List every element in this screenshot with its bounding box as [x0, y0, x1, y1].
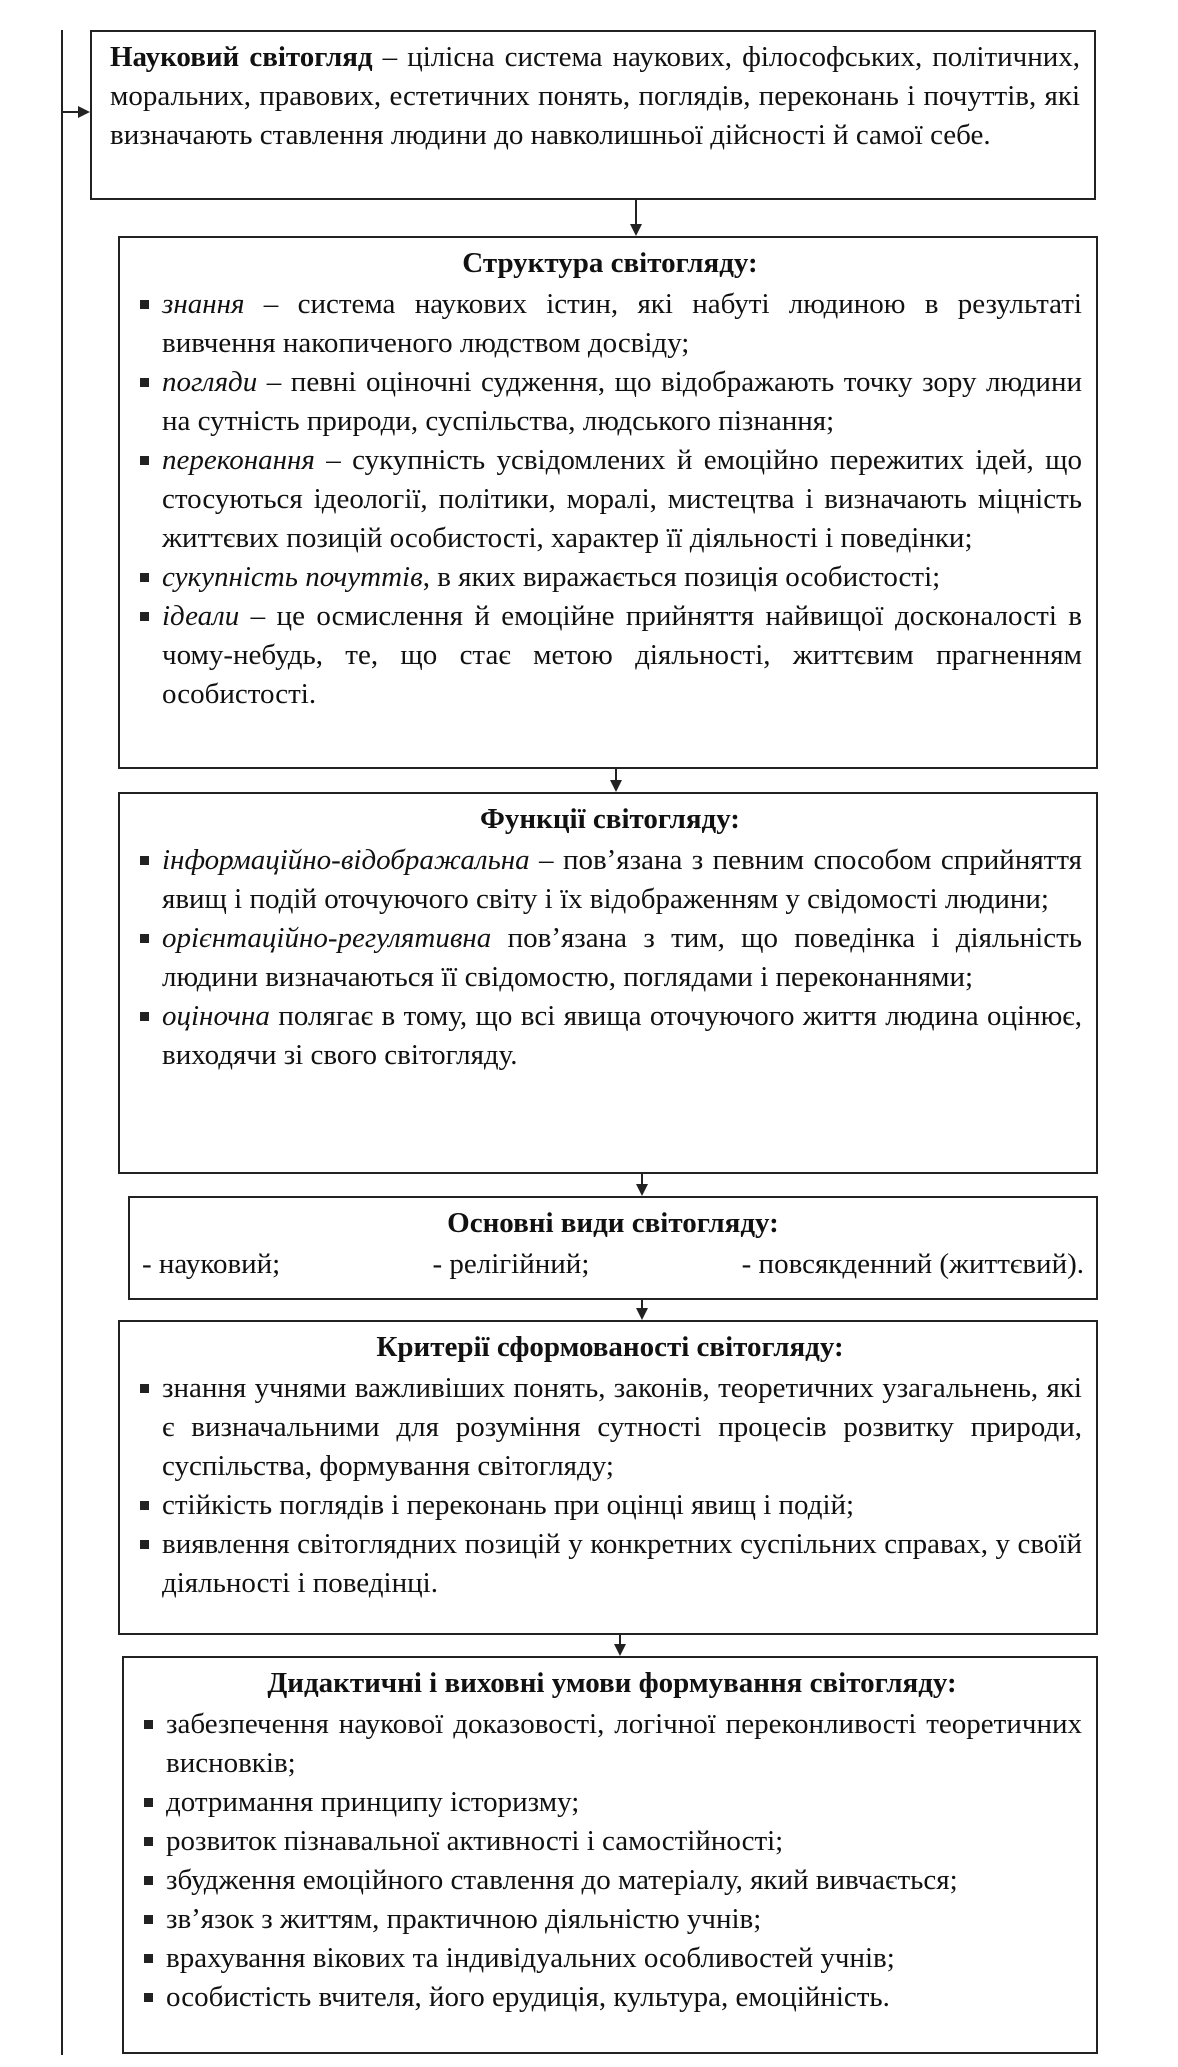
- list-item: зв’язок з життям, практичною діяльністю учнів;: [142, 1900, 1082, 1939]
- list-item: виявлення світоглядних позицій у конкретних суспільних справах, у своїй діяльності і поведінці.: [138, 1525, 1082, 1603]
- item-text: – сукупність усвідомлених й емоційно пережитих ідей, що стосуються ідеології, політики, моралі, мистецтва і визначають міцність життєвих позицій особистості, характер її діяльності і поведінки;: [162, 444, 1082, 554]
- item-text: – пов’язана з певним способом сприйняття явищ і подій оточуючого світу і їх відображенням у свідомості людини;: [162, 844, 1082, 915]
- item-term: сукупність почуттів: [162, 561, 423, 593]
- item-term: переконання: [162, 444, 315, 476]
- definition-term: Науковий світогляд: [110, 41, 373, 73]
- item-term: оціночна: [162, 1000, 270, 1032]
- item-text: – це осмислення й емоційне прийняття найвищої досконалості в чому-небудь, те, що стає метою діяльності, життєвим прагненням особистості.: [162, 600, 1082, 710]
- structure-box: [118, 236, 1098, 769]
- item-text: полягає в тому, що всі явища оточуючого життя людина оцінює, виходячи зі свого світогляду.: [162, 1000, 1082, 1071]
- item-term: ідеали: [162, 600, 240, 632]
- criteria-list: [138, 1369, 1082, 1603]
- item-term: знання: [162, 288, 245, 320]
- list-item: забезпечення наукової доказовості, логічної переконливості теоретичних висновків;: [142, 1705, 1082, 1783]
- types-box: [128, 1196, 1098, 1300]
- list-item: врахування вікових та індивідуальних особливостей учнів;: [142, 1939, 1082, 1978]
- functions-box: [118, 792, 1098, 1174]
- structure-list: [138, 285, 1082, 714]
- list-item: [138, 363, 1082, 441]
- list-item: дотримання принципу історизму;: [142, 1783, 1082, 1822]
- list-item: [138, 841, 1082, 919]
- list-item: [138, 919, 1082, 997]
- conditions-list: [142, 1705, 1082, 2017]
- functions-list: [138, 841, 1082, 1075]
- list-item: розвиток пізнавальної активності і самостійності;: [142, 1822, 1082, 1861]
- item-term: орієнтаційно-регулятивна: [162, 922, 492, 954]
- definition-box: [90, 30, 1096, 200]
- item-text: пов’язана з тим, що поведінка і діяльність людини визначаються її свідомостю, поглядами і переконаннями;: [162, 922, 1082, 993]
- item-text: – система наукових істин, які набуті людиною в результаті вивчення накопиченого людством досвіду;: [162, 288, 1082, 359]
- item-text: – певні оціночні судження, що відображають точку зору людини на сутність природи, суспільства, людського пізнання;: [162, 366, 1082, 437]
- list-item: особистість вчителя, його ерудиція, культура, емоційність.: [142, 1978, 1082, 2017]
- list-item: [138, 997, 1082, 1075]
- list-item: [138, 558, 1082, 597]
- types-title: Основні види світогляду:: [447, 1207, 779, 1239]
- type-scientific: - науковий;: [142, 1248, 281, 1280]
- type-everyday: - повсякденний (життєвий).: [741, 1248, 1084, 1280]
- item-text: , в яких виражається позиція особистості;: [422, 561, 941, 593]
- functions-title: Функції світогляду:: [480, 803, 740, 835]
- item-term: погляди: [162, 366, 258, 398]
- criteria-title: Критерії сформованості світогляду:: [376, 1331, 844, 1363]
- type-religious: - релігійний;: [432, 1248, 590, 1280]
- item-term: інформаційно-відображальна: [162, 844, 530, 876]
- criteria-box: [118, 1320, 1098, 1635]
- list-item: [138, 285, 1082, 363]
- definition-text: [110, 38, 1080, 155]
- conditions-box: [122, 1656, 1098, 2054]
- list-item: збудження емоційного ставлення до матеріалу, який вивчається;: [142, 1861, 1082, 1900]
- list-item: [138, 441, 1082, 558]
- list-item: [138, 597, 1082, 714]
- list-item: знання учнями важливіших понять, законів, теоретичних узагальнень, які є визначальними для розуміння сутності процесів розвитку природи, суспільства, формування світогляду;: [138, 1369, 1082, 1486]
- list-item: стійкість поглядів і переконань при оцінці явищ і подій;: [138, 1486, 1082, 1525]
- definition-body: – цілісна система наукових, філософських, політичних, моральних, правових, естетичних понять, поглядів, переконань і почуттів, які визначають ставлення людини до навколишньої дійсності й самої себе.: [110, 41, 1081, 151]
- conditions-title: Дидактичні і виховні умови формування світогляду:: [267, 1667, 957, 1699]
- types-row: [138, 1245, 1088, 1284]
- structure-title: Структура світогляду:: [462, 247, 758, 279]
